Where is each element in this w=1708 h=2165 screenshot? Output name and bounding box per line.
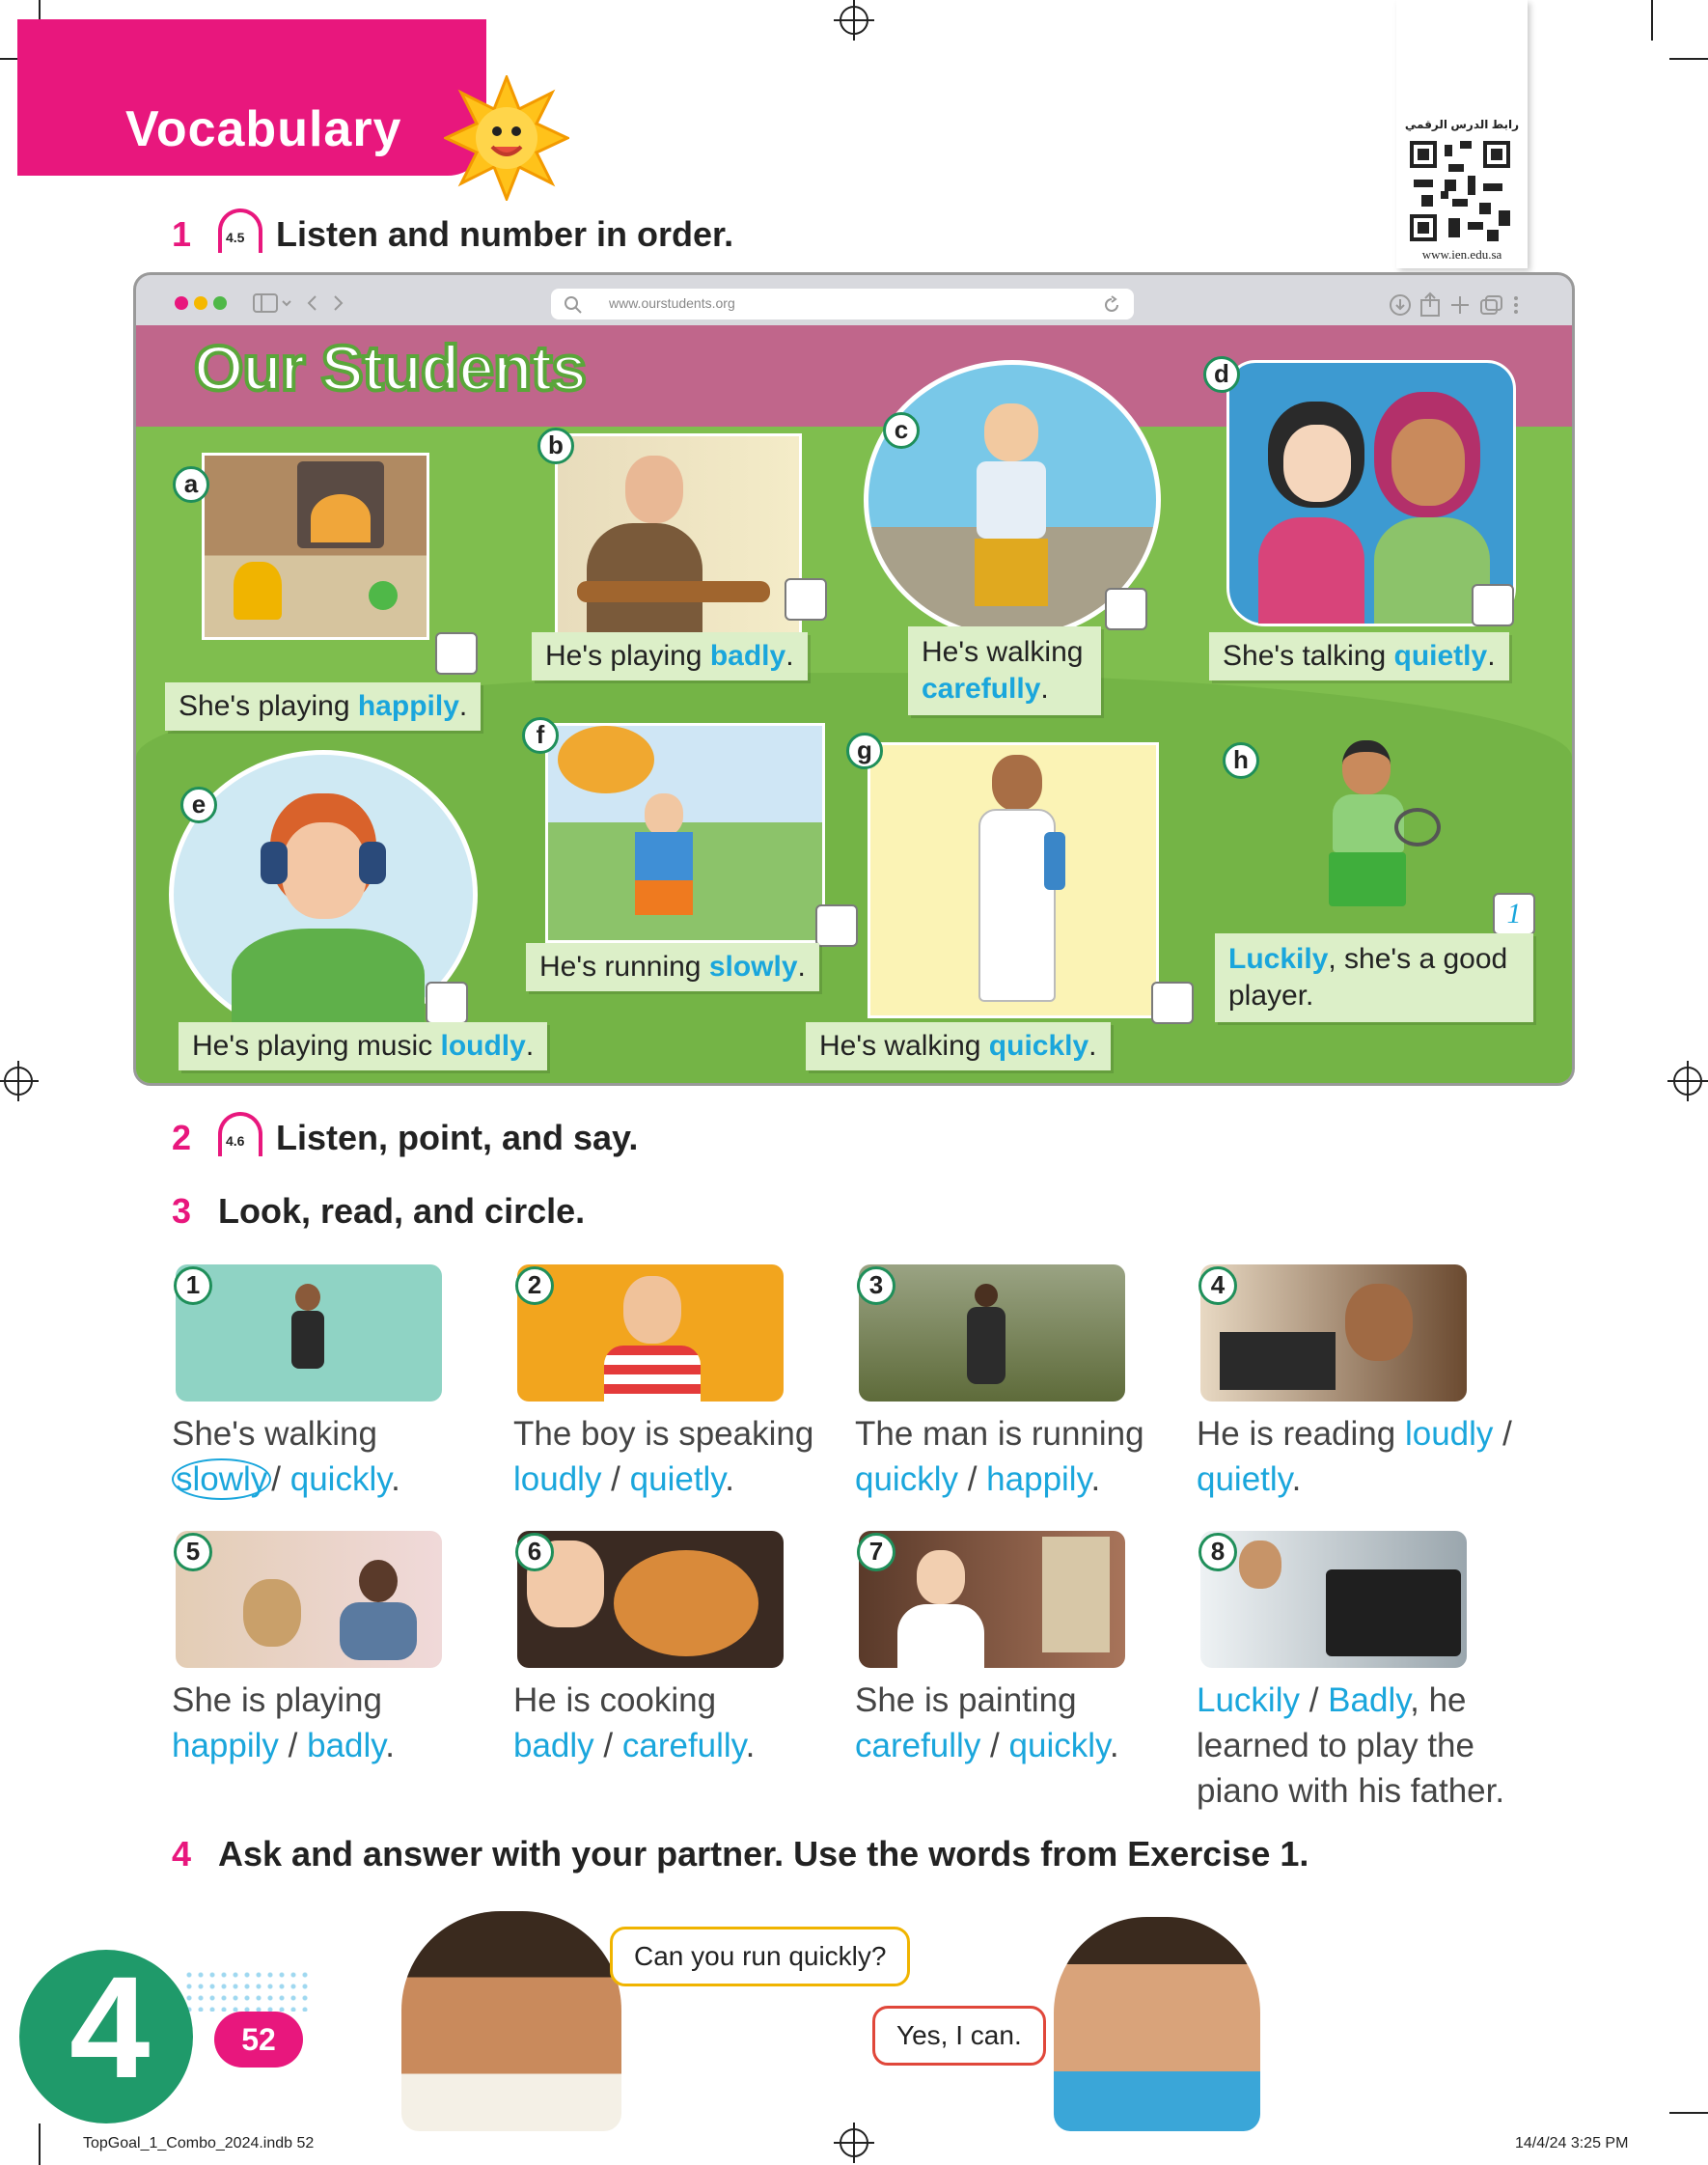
address-bar[interactable] [551,289,1134,319]
option[interactable]: happily [172,1727,279,1764]
photo-cooking [517,1531,784,1668]
option[interactable]: carefully [621,1727,746,1764]
sentence-text: She is playing [172,1681,382,1719]
page-number: 52 [214,2012,303,2068]
sentence-5 [172,1678,519,1768]
exercise-4-number: 4 [172,1834,192,1874]
scrollbar-track[interactable] [1572,325,1575,1086]
crop-mark [1651,0,1653,41]
caption-end: . [1088,1030,1097,1062]
panel-b-picture [555,433,802,636]
sentence-end: . [1109,1727,1119,1764]
separator: / [1493,1415,1512,1453]
question-bubble: Can you run quickly? [610,1927,910,1986]
sentence-end: . [1291,1460,1302,1498]
panel-d-letter: d [1203,356,1240,393]
option[interactable]: Luckily [1197,1681,1300,1719]
exercise-3-number: 3 [172,1191,192,1231]
sentence-end: . [745,1727,756,1764]
caption-text: He's playing music [192,1030,441,1062]
caption-end: . [1487,640,1496,672]
panel-d-caption [1209,632,1509,680]
separator: / [601,1460,630,1498]
panel-g-picture [868,742,1159,1018]
separator: / [980,1727,1009,1764]
option[interactable]: loudly [513,1460,602,1498]
photo-boy-speaking [517,1264,784,1402]
sentence-text: He is reading [1197,1415,1396,1453]
caption-text: He's walking [922,636,1084,668]
option[interactable]: quickly [1008,1727,1110,1764]
panel-e-letter: e [180,787,217,823]
panel-c-caption [908,626,1101,715]
caption-end: . [785,640,794,672]
option[interactable]: badly [513,1727,594,1764]
url-text: www.ourstudents.org [609,295,735,311]
option[interactable]: quietly [629,1460,726,1498]
option[interactable]: badly [307,1727,386,1764]
boy-asking-photo [401,1911,621,2131]
item-number: 5 [174,1533,212,1571]
sentence-end: . [391,1460,400,1498]
caption-text: He's walking [819,1030,989,1062]
caption-end: . [797,951,806,983]
sentence-end: . [1090,1460,1101,1498]
photo-girl-walking [176,1264,442,1402]
caption-adverb: happily [357,690,459,722]
caption-adverb: slowly [708,951,798,983]
item-number: 2 [515,1266,554,1305]
panel-b-answer-box[interactable] [785,578,827,621]
exercise-4-instruction: Ask and answer with your partner. Use the words from Exercise 1. [218,1834,1309,1874]
sentence-text: The man is running [855,1415,1144,1453]
panel-f-letter: f [522,717,559,754]
caption-adverb: badly [709,640,786,672]
web-page [136,325,1572,1086]
crop-mark [1669,2112,1708,2114]
panel-h-picture [1275,731,1468,933]
sentence-text: , he [1410,1681,1467,1719]
option[interactable]: quickly [289,1460,392,1498]
sentence-6 [513,1678,861,1768]
panel-a-caption [165,682,481,731]
crop-mark [39,2123,41,2165]
option[interactable]: Badly [1328,1681,1411,1719]
panel-f-caption [526,943,819,991]
caption-end: . [458,690,468,722]
search-icon [563,294,584,316]
separator: / [593,1727,622,1764]
reload-icon[interactable] [1101,294,1122,316]
caption-adverb: loudly [440,1030,526,1062]
sentence-7 [855,1678,1202,1768]
photo-girl-painting [859,1531,1125,1668]
panel-g-answer-box[interactable] [1151,982,1194,1024]
photo-girl-playing [176,1531,442,1668]
caption-adverb: carefully [922,673,1041,705]
sentence-text: He is cooking [513,1681,717,1719]
caption-adverb: Luckily [1228,943,1329,975]
exercise-2-number: 2 [172,1118,192,1157]
exercise-1-instruction: Listen and number in order. [276,214,734,254]
sentence-text: She is painting [855,1681,1077,1719]
panel-f-picture [545,723,825,943]
panel-c-letter: c [883,412,920,449]
section-title: Vocabulary [125,101,402,157]
crop-mark [1669,58,1708,60]
separator: / [1299,1681,1329,1719]
separator: / [278,1727,308,1764]
caption-adverb: quickly [988,1030,1089,1062]
unit-number: 4 [69,1946,151,2108]
sentence-end: . [385,1727,395,1764]
option[interactable]: quietly [1197,1460,1292,1498]
headphones-icon[interactable] [218,1112,262,1156]
sentence-3 [855,1411,1202,1502]
item-number: 7 [857,1533,895,1571]
scrollbar-thumb[interactable] [1572,343,1575,758]
window-controls [175,296,233,315]
separator: / [271,1460,290,1498]
item-number: 1 [174,1266,212,1305]
panel-h-letter: h [1223,742,1259,779]
panel-b-letter: b [537,428,574,464]
answer-bubble: Yes, I can. [872,2006,1046,2066]
exercise-1-number: 1 [172,214,192,254]
minimize-dot-icon[interactable] [194,296,207,310]
option-circled[interactable]: slowly [172,1458,271,1500]
sun-mascot-icon [444,75,569,201]
sentence-text: learned to play the [1197,1727,1474,1764]
option[interactable]: loudly [1404,1415,1494,1453]
headphones-icon[interactable] [218,208,262,253]
item-number: 4 [1198,1266,1237,1305]
option[interactable]: carefully [855,1727,981,1764]
site-title: Our Students [194,332,587,403]
panel-h-caption [1215,933,1533,1022]
item-number: 8 [1198,1533,1237,1571]
photo-boy-reading [1200,1264,1467,1402]
item-number: 6 [515,1533,554,1571]
qr-caption: رابط الدرس الرقمي [1404,118,1520,131]
photo-man-running [859,1264,1125,1402]
panel-g-letter: g [846,733,883,769]
panel-g-caption [806,1022,1111,1070]
nav-icons [252,289,358,318]
caption-text: He's playing [545,640,710,672]
sentence-text: piano with his father. [1197,1772,1505,1810]
registration-mark [1673,1067,1702,1096]
audio-track-label: 4.5 [226,230,245,245]
browser-window [133,272,1575,1086]
caption-text: She's talking [1223,640,1394,672]
panel-e-answer-box[interactable] [426,982,468,1024]
sentence-1 [172,1411,519,1502]
photo-boy-piano [1200,1531,1467,1668]
caption-end: . [525,1030,535,1062]
exercise-2-instruction: Listen, point, and say. [276,1118,639,1157]
panel-e-caption [179,1022,547,1070]
caption-adverb: quietly [1393,640,1488,672]
caption-text: She's playing [179,690,358,722]
caption-end: player. [1228,980,1314,1012]
qr-url[interactable]: www.ien.edu.sa [1421,247,1502,262]
separator: / [957,1460,987,1498]
qr-code-icon[interactable] [1406,137,1514,245]
caption-end: . [1040,673,1049,705]
registration-mark [4,1067,33,1096]
sentence-end: . [725,1460,734,1498]
panel-a-picture [202,453,429,640]
audio-track-label: 4.6 [226,1133,245,1149]
item-number: 3 [857,1266,895,1305]
close-dot-icon[interactable] [175,296,188,310]
exercise-3-instruction: Look, read, and circle. [218,1191,586,1231]
sentence-4 [1197,1411,1583,1502]
decorative-dots [183,1969,309,2012]
print-date: 14/4/24 3:25 PM [1515,2135,1629,2151]
maximize-dot-icon[interactable] [213,296,227,310]
caption-text: He's running [539,951,709,983]
file-info: TopGoal_1_Combo_2024.indb 52 [83,2135,315,2151]
caption-text: , she's a good [1328,943,1508,975]
panel-h-answer-box[interactable]: 1 [1493,893,1535,935]
panel-a-letter: a [173,466,209,503]
panel-f-answer-box[interactable] [815,904,858,947]
registration-mark [840,6,868,35]
option[interactable]: happily [986,1460,1091,1498]
panel-d-answer-box[interactable] [1472,584,1514,626]
sentence-2 [513,1411,861,1502]
option[interactable]: quickly [855,1460,958,1498]
boy-answering-photo [1054,1917,1260,2131]
panel-a-answer-box[interactable] [435,632,478,675]
panel-b-caption [532,632,808,680]
sentence-text: The boy is speaking [513,1415,814,1453]
sentence-8 [1197,1678,1602,1814]
registration-mark [840,2128,868,2157]
toolbar-icons [1387,291,1551,319]
panel-c-answer-box[interactable] [1105,588,1147,630]
sentence-text: She's walking [172,1415,377,1453]
